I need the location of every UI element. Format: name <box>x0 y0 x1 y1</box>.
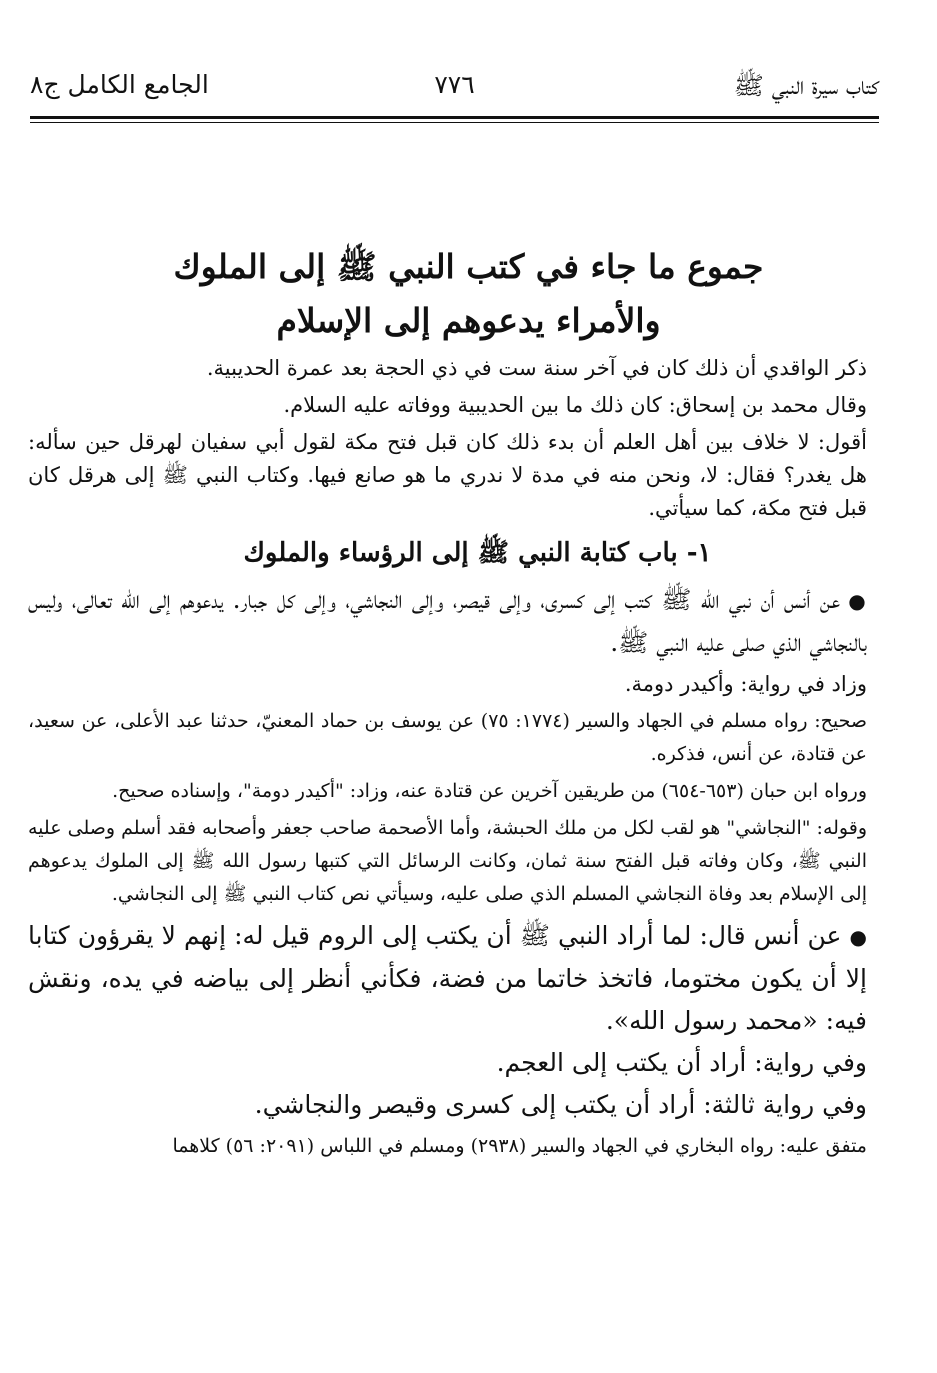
hadith-2 <box>28 915 867 1042</box>
takhrij-ibn-hibban: ورواه ابن حبان (٦٥٣-٦٥٤) من طريقين آخرين عن قتادة عنه، وزاد: "أكيدر دومة"، وإسناده صحيح. <box>112 780 867 802</box>
takhrij-muttafaq: متفق عليه: رواه البخاري في الجهاد والسير (٢٩٣٨) ومسلم في اللباس (٢٠٩١: ٥٦) كلاهما <box>172 1135 867 1157</box>
takhrij-muslim: صحيح: رواه مسلم في الجهاد والسير (١٧٧٤: ٧٥) عن يوسف بن حماد المعنيّ، حدثنا عبد الأعلى، عن سعيد، عن قتادة، عن أنس، فذكره. <box>28 710 867 765</box>
page-body <box>28 352 867 1163</box>
paragraph-author-comment: أقول: لا خلاف بين أهل العلم أن بدء ذلك كان قبل فتح مكة لقول أبي سفيان لهرقل حين سأله: هل يغدر؟ فقال: لا، ونحن منه في مدة لا ندري ما هو صانع فيها. وكتاب النبي ﷺ إلى هرقل كان قبل فتح مكة، كما سيأتي. <box>28 430 867 520</box>
hadith-1-text: عن أنس أن نبي الله ﷺ كتب إلى كسرى، وإلى قيصر، وإلى النجاشي، وإلى كل جبار. يدعوهم إلى الله تعالى، وليس بالنجاشي الذي صلى عليه النبي ﷺ. <box>28 585 867 657</box>
header-rule-thick <box>30 116 879 119</box>
section-title-line-2: والأمراء يدعوهم إلى الإسلام <box>276 301 661 340</box>
header-rule-thin <box>30 122 879 123</box>
hadith-2-narration-3: وفي رواية ثالثة: أراد أن يكتب إلى كسرى وقيصر والنجاشي. <box>254 1090 867 1119</box>
hadith-bullet-icon: ● <box>848 589 868 613</box>
hadith-1 <box>28 579 867 664</box>
paragraph-ibn-ishaq: وقال محمد بن إسحاق: كان ذلك ما بين الحديبية ووفاته عليه السلام. <box>283 393 867 417</box>
running-header <box>30 70 879 114</box>
hadith-2-text: عن أنس قال: لما أراد النبي ﷺ أن يكتب إلى الروم قيل له: إنهم لا يقرؤون كتابا إلا أن يكون مختوما، فاتخذ خاتما من فضة، فكأني أنظر إلى بياضه في يده، ونقش فيه: «محمد رسول الله». <box>28 921 867 1035</box>
paragraph-waqidi: ذكر الواقدي أن ذلك كان في آخر سنة ست في ذي الحجة بعد عمرة الحديبية. <box>206 356 867 380</box>
chapter-heading: ١- باب كتابة النبي ﷺ إلى الرؤساء والملوك <box>243 538 712 568</box>
header-volume-title: الجامع الكامل ج٨ <box>30 70 209 99</box>
hadith-bullet-icon: ● <box>849 925 867 949</box>
header-book-title: كتاب سيرة النبي ﷺ <box>733 71 879 100</box>
page-number: ٧٧٦ <box>434 70 475 99</box>
hadith-2-narration-2: وفي رواية: أراد أن يكتب إلى العجم. <box>496 1048 867 1077</box>
explanation-najashi: وقوله: "النجاشي" هو لقب لكل من ملك الحبشة، وأما الأصحمة صاحب جعفر وأصحابه فقد أسلم وصلى عليه النبي ﷺ، وكان وفاته قبل الفتح سنة ثمان، وكانت الرسائل التي كتبها رسول الله ﷺ إلى الملوك يدعوهم إلى الإسلام بعد وفاة النجاشي المسلم الذي صلى عليه، وسيأتي نص كتاب النبي ﷺ إلى النجاشي. <box>28 817 867 905</box>
section-title <box>30 240 907 348</box>
hadith-1-extra-narration: وزاد في رواية: وأكيدر دومة. <box>624 672 867 696</box>
section-title-line-1: جموع ما جاء في كتب النبي ﷺ إلى الملوك <box>173 247 764 286</box>
